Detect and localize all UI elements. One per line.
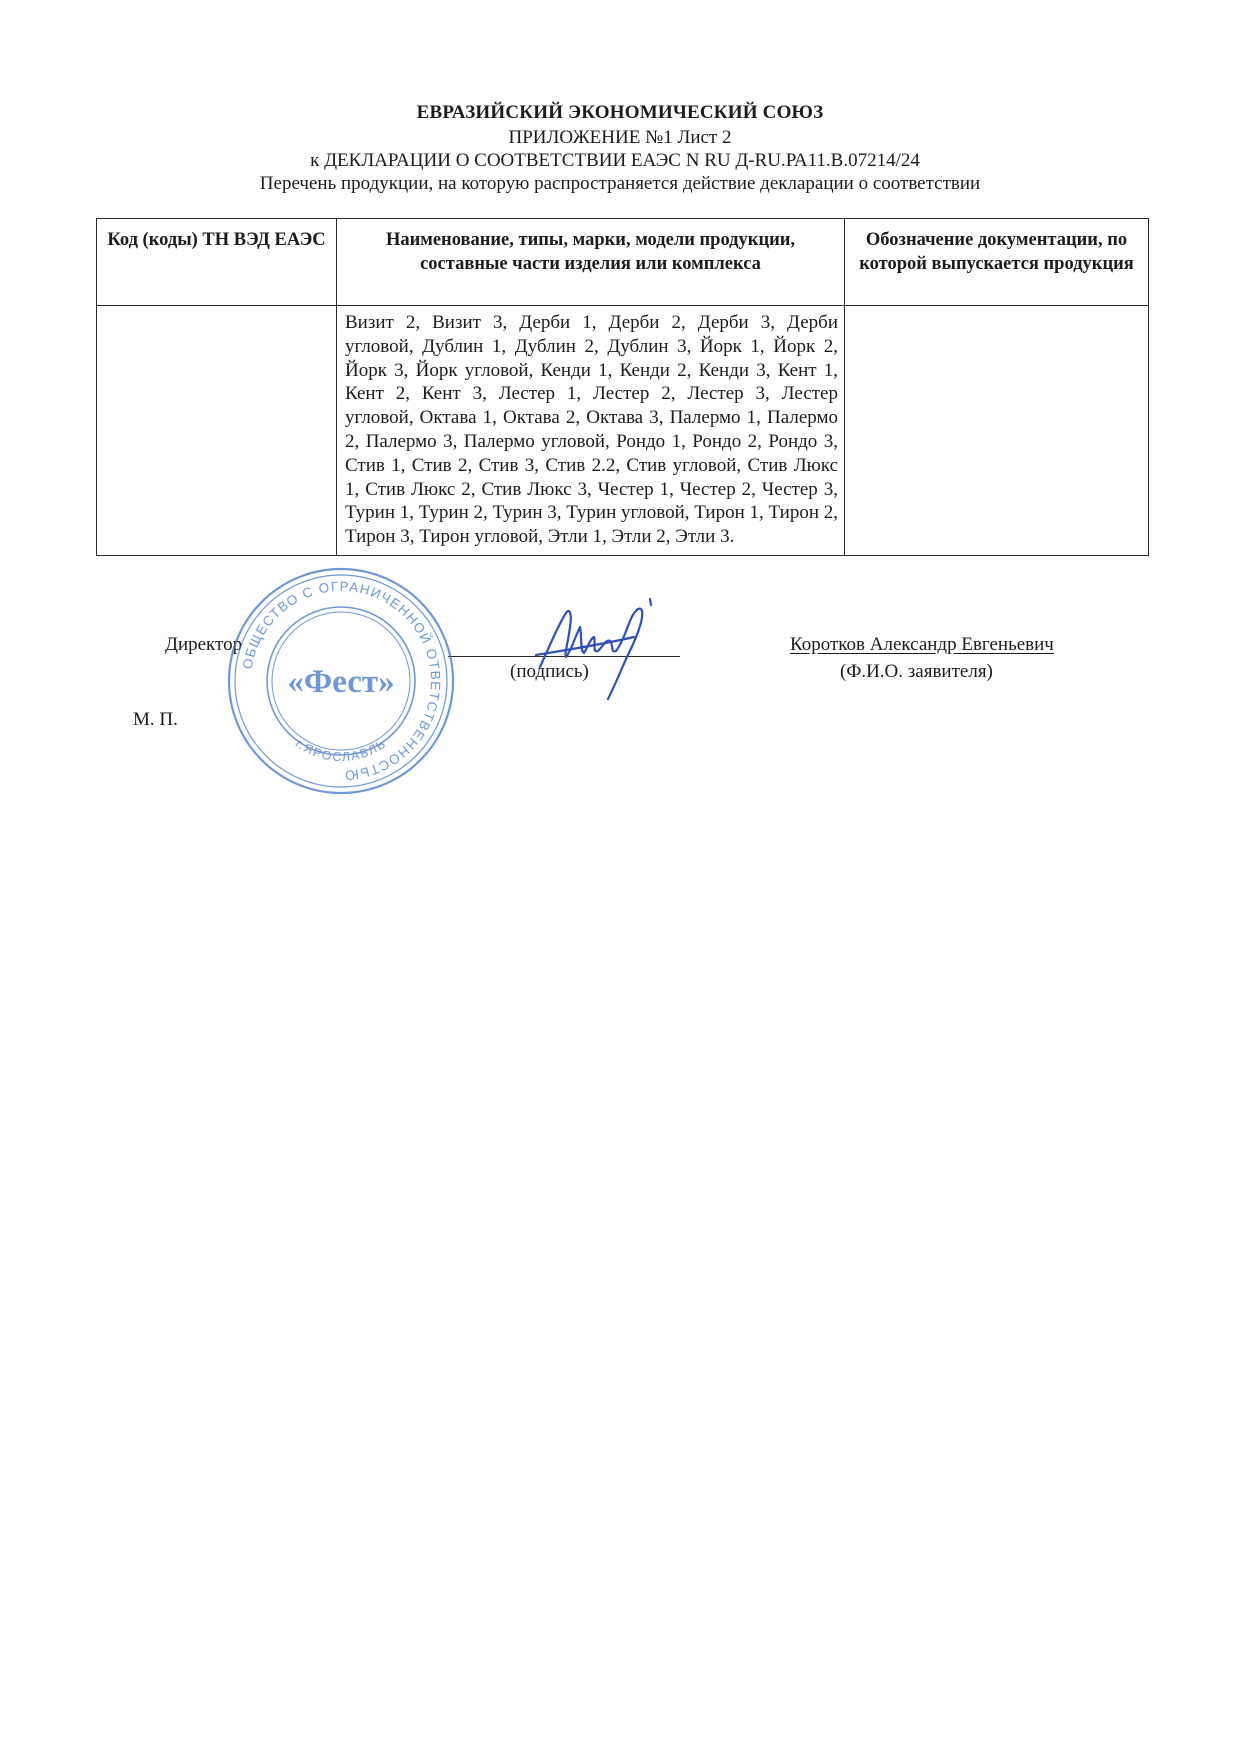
column-header-documentation: Обозначение документации, по которой выпускается продукция: [845, 219, 1149, 306]
column-header-name: Наименование, типы, марки, модели продукции, составные части изделия или комплекса: [337, 219, 845, 306]
signer-name: Коротков Александр Евгеньевич: [790, 634, 1054, 655]
cell-code: [97, 306, 337, 556]
signer-role: Директор: [165, 634, 243, 655]
company-stamp-icon: [225, 565, 457, 797]
document-header: [0, 100, 1240, 195]
appendix-title: ПРИЛОЖЕНИЕ №1 Лист 2: [508, 127, 732, 148]
column-header-code: Код (коды) ТН ВЭД ЕАЭС: [97, 219, 337, 306]
table-header-row: [97, 219, 1149, 306]
seal-place-label: М. П.: [133, 709, 178, 730]
products-list-subtitle: Перечень продукции, на которую распространяется действие декларации о соответствии: [259, 173, 981, 194]
cell-description: Визит 2, Визит 3, Дерби 1, Дерби 2, Дерби 3, Дерби угловой, Дублин 1, Дублин 2, Дублин 3, Йорк 1, Йорк 2, Йорк 3, Йорк угловой, Кенди 1, Кенди 2, Кенди 3, Кент 1, Кент 2, Кент 3, Лестер 1, Лестер 2, Лестер 3, Лестер угловой, Октава 1, Октава 2, Октава 3, Палермо 1, Палермо 2, Палермо 3, Палермо угловой, Рондо 1, Рондо 2, Рондо 3, Стив 1, Стив 2, Стив 3, Стив 2.2, Стив угловой, Стив Люкс 1, Стив Люкс 2, Стив Люкс 3, Честер 1, Честер 2, Честер 3, Турин 1, Турин 2, Турин 3, Турин угловой, Тирон 1, Тирон 2, Тирон 3, Тирон угловой, Этли 1, Этли 2, Этли 3.: [337, 306, 845, 556]
org-name: ЕВРАЗИЙСКИЙ ЭКОНОМИЧЕСКИЙ СОЮЗ: [416, 102, 824, 123]
stamp-ring-text: ОБЩЕСТВО С ОГРАНИЧЕННОЙ ОТВЕТСТВЕННОСТЬЮ: [239, 578, 444, 784]
table-row: [97, 306, 1149, 556]
svg-text:г.ЯРОСЛАВЛЬ: [293, 736, 389, 764]
signer-name-caption: (Ф.И.О. заявителя): [840, 661, 993, 682]
declaration-number: к ДЕКЛАРАЦИИ О СООТВЕТСТВИИ ЕАЭС N RU Д-RU.РА11.В.07214/24: [310, 150, 920, 171]
products-table: [96, 218, 1149, 556]
signature-caption: (подпись): [510, 661, 589, 682]
stamp-city-text: г.ЯРОСЛАВЛЬ: [292, 736, 390, 765]
cell-documentation: [845, 306, 1149, 556]
handwritten-signature-icon: [530, 595, 665, 705]
stamp-center-text: «Фест»: [287, 664, 395, 700]
